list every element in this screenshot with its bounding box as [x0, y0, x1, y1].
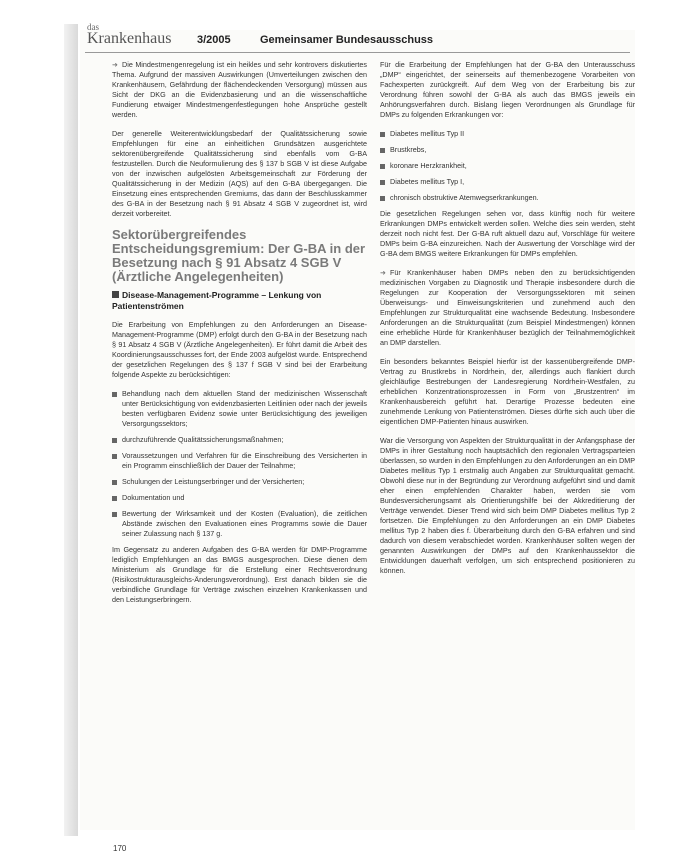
- section-heading: Sektorübergreifendes Entscheidungsgremium: Der G-BA in der Besetzung nach § 91 Absatz 4 SGB V (Ärztliche Angelegenheiten): [112, 227, 366, 284]
- issue-number: 3/2005: [197, 34, 231, 46]
- subsection-heading: Disease-Management-Programme – Lenkung von Patientenströmen: [112, 290, 322, 311]
- list-item: chronisch obstruktive Atemwegserkrankungen.: [380, 193, 635, 203]
- paragraph: ➜ Für Krankenhäuser haben DMPs neben den zu berücksichtigenden medizinischen Vorgaben zu Diagnostik und Therapie insbesondere durch die Regelungen zur Kooperation der Versorgungssektoren mit seinen Überweisungs- und Einweisungskriterien und zunehmend auch den Empfehlungen zur Strukturqualität eine wachsende Bedeutung. Insbesondere Anforderungen an die Strukturqualität (zum Beispiel Mindestmengen) können eine erhebliche Hürde für Krankenhäuser bezüglich der Teilnahmemöglichkeit an DMP darstellen.: [380, 268, 635, 347]
- arrow-icon: ➜: [112, 60, 119, 69]
- page-number: 170: [113, 844, 127, 853]
- paragraph: Der generelle Weiterentwicklungsbedarf der Qualitätssicherung sowie Empfehlungen für eine an einheitlichen Grundsätzen ausgerichtete sektorenübergreifende Qualitätssicherung sind ebenfalls vom G-BA festzustellen. Durch die Neuformulierung des § 137 b SGB V ist diese Aufgabe von der inzwischen aufgelösten Arbeitsgemeinschaft zur Förderung der Qualitätssicherung in der Medizin (AQS) auf den G-BA übergegangen. Die Einsetzung eines entsprechenden Gremiums, das dann der Beschlusskammer des G-BA in der Besetzung nach § 91 Absatz 4 SGB V zugeordnet ist, wird derzeit vorbereitet.: [112, 129, 367, 218]
- journal-logo: Krankenhaus: [87, 30, 172, 47]
- arrow-icon: ➜: [380, 268, 387, 277]
- list-item: durchzuführende Qualitätssicherungsmaßnahmen;: [112, 435, 367, 445]
- list-item: Dokumentation und: [112, 493, 367, 503]
- paragraph: Die gesetzlichen Regelungen sehen vor, dass künftig noch für weitere Erkrankungen DMPs entwickelt werden sollen. Welche dies sein werden, steht derzeit noch nicht fest. Der G-BA ruft aktuell dazu auf, Vorschläge für weitere DMPs beim G-BA einzureichen. Nach der Auswertung der Vorschläge wird der G-BA dem BMGS weitere Erkrankungen für DMPs empfehlen.: [380, 209, 635, 258]
- paragraph: ➜ Die Mindestmengenregelung ist ein heikles und sehr kontrovers diskutiertes Thema. Aufgrund der massiven Auswirkungen (Umverteilungen zwischen den Krankenhäusern, Gefährdung der flächendeckenden Versorgung) müssen aus Sicht der DKG an die Evidenzbasierung und an die wissenschaftliche Fundierung etwaiger Mindestmengenfestlegungen hohe Ansprüche gestellt werden.: [112, 60, 367, 119]
- paragraph: Für die Erarbeitung der Empfehlungen hat der G-BA den Unterausschuss „DMP“ eingerichtet, der seinerseits auf themenbezogene Vorarbeiten von Fachexperten zurückgreift. Auf dem Weg von der Erarbeitung bis zur Verordnung führen sowohl der G-BA als auch das BMGS jeweils ein Anhörungsverfahren durch. Bislang liegen Verordnungen als Grundlage für DMPs zu folgenden Erkrankungen vor:: [380, 60, 635, 119]
- list-item: koronare Herzkrankheit,: [380, 161, 635, 171]
- section-title: Gemeinsamer Bundesausschuss: [260, 34, 434, 46]
- list-item: Behandlung nach dem aktuellen Stand der medizinischen Wissenschaft unter Berücksichtigung von evidenzbasierten Leitlinien oder nach der jeweils besten verfügbaren Evidenz sowie unter Berücksichtigung des jeweiligen Versorgungssektors;: [112, 389, 367, 429]
- paragraph: Die Erarbeitung von Empfehlungen zu den Anforderungen an Disease-Management-Programme (DMP) erfolgt durch den G-BA in der Besetzung nach § 91 Absatz 4 SGB V (Ärztliche Angelegenheiten). Er führt damit die Arbeit des Koordinierungsausschusses fort, der Ende 2003 aufgelöst wurde. Entsprechend der gesetzlichen Regelungen des § 137 f SGB V sind bei der Erarbeitung folgende Aspekte zu berücksichtigen:: [112, 320, 367, 379]
- left-column: [112, 60, 367, 614]
- list-item: Brustkrebs,: [380, 145, 635, 155]
- list-item: Bewertung der Wirksamkeit und der Kosten (Evaluation), die zeitlichen Abstände zwischen den Evaluationen eines Programms sowie die Dauer seiner Zulassung nach § 137 g.: [112, 509, 367, 539]
- page-header: [85, 22, 625, 52]
- paragraph: Ein besonders bekanntes Beispiel hierfür ist der kassenübergreifende DMP-Vertrag zu Brustkrebs in Nordrhein, der, allerdings auch flankiert durch gleichläufige Bestrebungen der Landesregierung Nordrhein-Westfalen, zu erheblichen Konzentrationsprozessen in Form von „Brustzentren“ im Krankenhausbereich geführt hat. Derartige Prozesse bedeuten eine zunehmende Lenkung von Patientenströmen. Dieses dürfte sich auch über die eigentlichen DMP-Patienten hinaus auswirken.: [380, 357, 635, 426]
- header-rule: [85, 52, 630, 53]
- list-item: Voraussetzungen und Verfahren für die Einschreibung des Versicherten in ein Programm einschließlich der Dauer der Teilnahme;: [112, 451, 367, 471]
- paragraph: Im Gegensatz zu anderen Aufgaben des G-BA werden für DMP-Programme lediglich Empfehlungen an das BMGS ausgesprochen. Diese dienen dem Ministerium als Grundlage für die Erstellung einer Rechtsverordnung (Risikostrukturausgleichs-Änderungsverordnung). Erst danach bilden sie die verbindliche Grundlage für Verträge zwischen einzelnen Krankenkassen und den Leistungserbringern.: [112, 545, 367, 604]
- square-bullet-icon: [112, 291, 119, 298]
- list-item: Diabetes mellitus Typ I,: [380, 177, 635, 187]
- paragraph: War die Versorgung von Aspekten der Strukturqualität in der Anfangsphase der DMPs in ihrer Gestaltung noch hauptsächlich den regionalen Vertragsparteien überlassen, so wurden in den Empfehlungen zu den Anforderungen an ein DMP Diabetes mellitus Typ 1 erstmalig auch Angaben zur Strukturqualität gemacht. Obwohl diese nur in der Begründung zur Verordnung aufgeführt sind und damit eher einen empfehlenden Charakter haben, werden sie vom Bundesversicherungsamt als Orientierungshilfe bei der Akkreditierung der Verträge verwendet. Dieser Trend wird sich beim DMP Diabetes mellitus Typ 2 fortsetzen. Die Empfehlungen zu den Anforderungen an ein DMP Diabetes mellitus Typ 2 haben dies f. Überarbeitung durch den G-BA erfahren und sind dadurch von diesem verabschiedet worden. Krankenhäuser sollten wegen der genannten Auswirkungen der DMPs auf den Krankenhaussektor die Entwicklungen dauerhaft verfolgen, um sich entsprechend positionieren zu können.: [380, 436, 635, 575]
- list-item: Diabetes mellitus Typ II: [380, 129, 635, 139]
- logo-prefix: das: [87, 22, 99, 32]
- list-item: Schulungen der Leistungserbringer und der Versicherten;: [112, 477, 367, 487]
- right-column: [380, 60, 635, 585]
- page-edge-shadow: [64, 24, 78, 836]
